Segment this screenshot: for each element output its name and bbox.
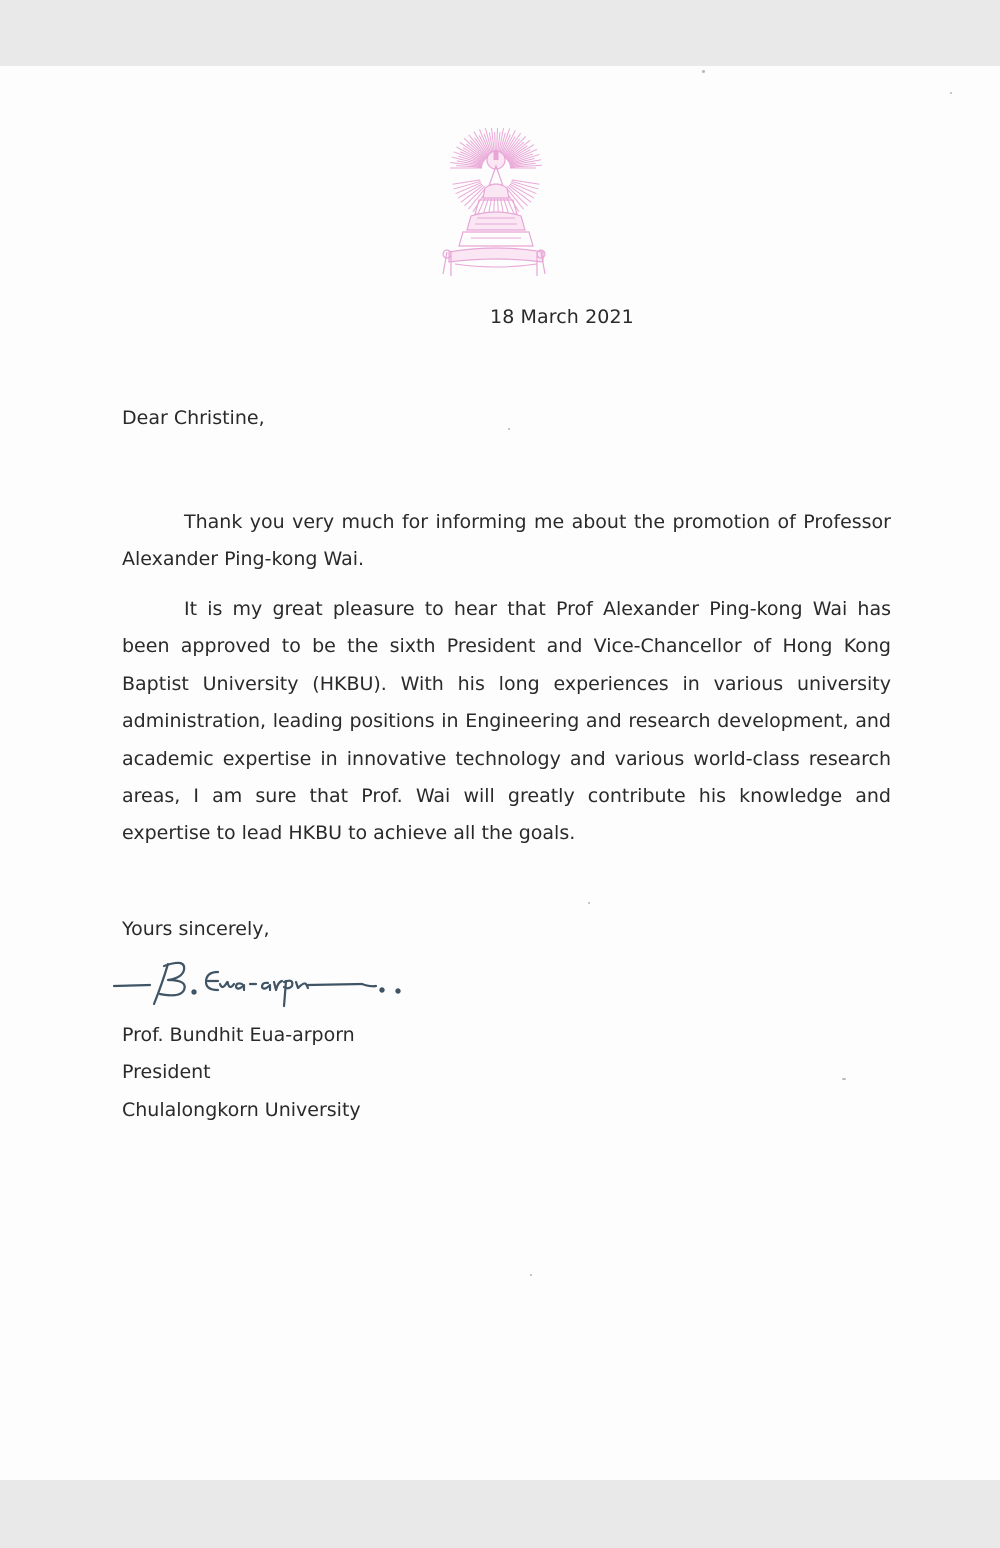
paper-speck [950, 92, 952, 94]
letter-date: 18 March 2021 [490, 306, 634, 328]
emblem-ray [464, 186, 484, 206]
signatory-block [122, 1017, 361, 1129]
paper-speck [530, 1274, 532, 1276]
signatory-organization: Chulalongkorn University [122, 1098, 361, 1121]
emblem-ray [507, 186, 527, 206]
university-emblem-icon [441, 128, 551, 283]
emblem-ray [453, 180, 481, 184]
salutation: Dear Christine, [122, 407, 265, 429]
paper-speck [588, 902, 590, 904]
emblem-ray [512, 180, 540, 184]
signatory-name: Prof. Bundhit Eua-arporn [122, 1024, 355, 1046]
handwritten-signature [110, 954, 410, 1010]
body-paragraph-2: It is my great pleasure to hear that Prof Alexander Ping-kong Wai has been approved to be the sixth President and Vice-Chancellor of Hong Kong Baptist University (HKBU). With his long experiences in various university administration, leading positions in Engineering and research development, and academic expertise in innovative technology and various world-class research areas, I am sure that Prof. Wai will greatly contribute his knowledge and expertise to lead HKBU to achieve all the goals. [122, 598, 891, 845]
paper-speck [508, 428, 510, 430]
signatory-title: President [122, 1061, 211, 1084]
paper-speck [702, 70, 705, 73]
closing: Yours sincerely, [122, 918, 270, 940]
emblem-ray [464, 138, 486, 159]
body-paragraph-1: Thank you very much for informing me about the promotion of Professor Alexander Ping-kong Wai. [122, 511, 891, 571]
paper-speck [842, 1078, 846, 1080]
letter-page [0, 66, 1000, 1480]
